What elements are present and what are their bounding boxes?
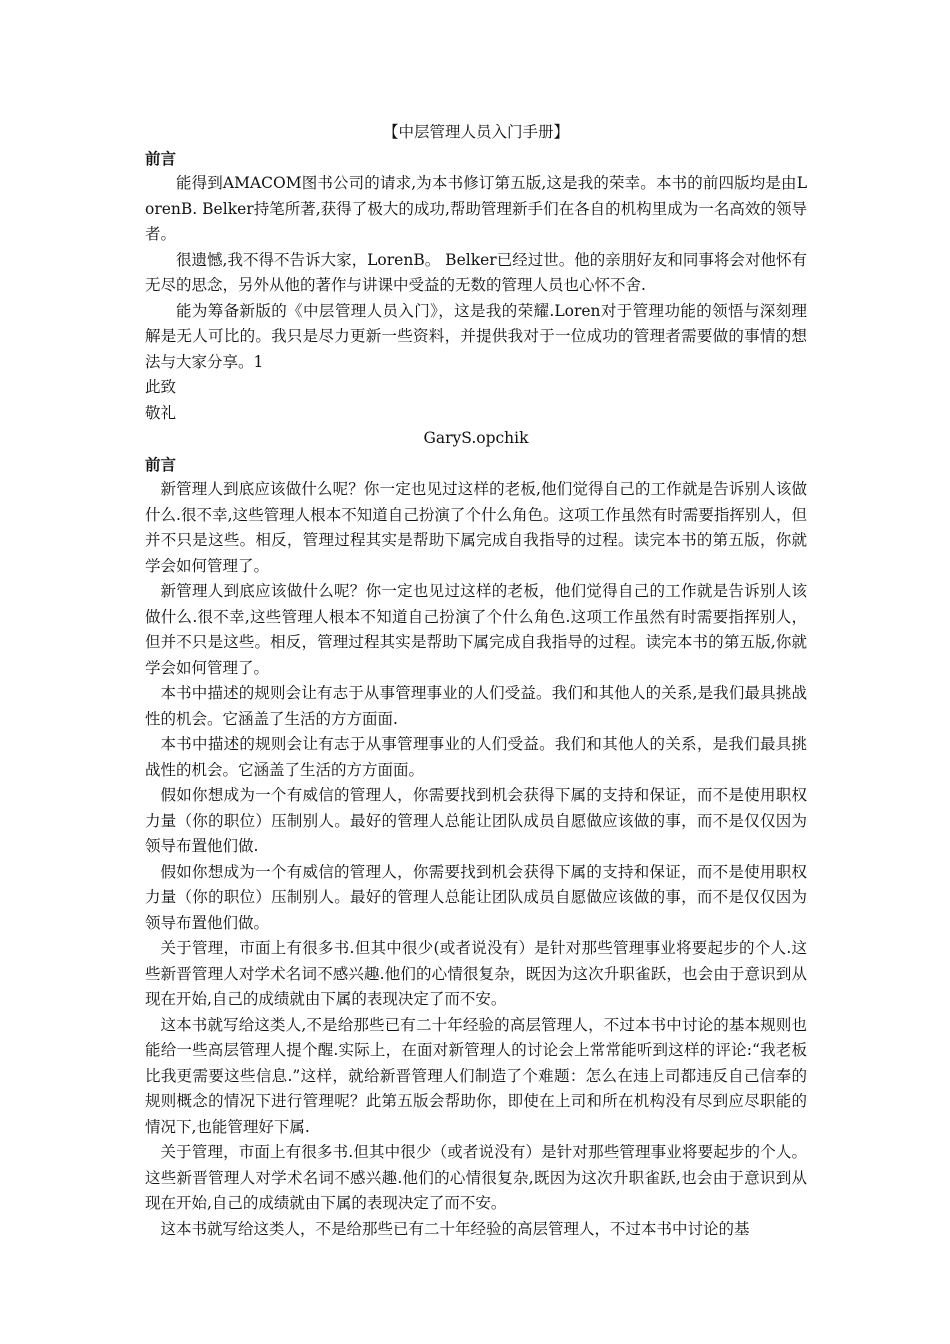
- body-paragraph: 本书中描述的规则会让有志于从事管理事业的人们受益。我们和其他人的关系,是我们最具挑战性的机会。它涵盖了生活的方方面面.: [145, 684, 807, 728]
- preface-heading: 前言: [145, 148, 177, 168]
- body-paragraph: 新管理人到底应该做什么呢？你一定也见过这样的老板,他们觉得自己的工作就是告诉别人该做什么.很不幸,这些管理人根本不知道自己扮演了个什么角色。这项工作虽然有时需要指挥别人，但并不只是这些。相反，管理过程其实是帮助下属完成自我指导的过程。读完本书的第五版，你就学会如何管理了。: [145, 480, 807, 575]
- preface-heading-2: 前言: [145, 454, 177, 474]
- document-title: 【中层管理人员入门手册】: [382, 123, 569, 141]
- author-signature: GaryS.opchik: [423, 429, 529, 447]
- body-paragraph: 本书中描述的规则会让有志于从事管理事业的人们受益。我们和其他人的关系，是我们最具挑战性的机会。它涵盖了生活的方方面面。: [145, 735, 807, 779]
- preface-paragraph: 能得到AMACOM图书公司的请求,为本书修订第五版,这是我的荣幸。本书的前四版均是由LorenB. Belker持笔所著,获得了极大的成功,帮助管理新手们在各自的机构里成为一名高效的领导者。: [145, 174, 807, 243]
- body-paragraph: 这本书就写给这类人，不是给那些已有二十年经验的高层管理人，不过本书中讨论的基: [160, 1219, 750, 1238]
- body-paragraph: 关于管理，市面上有很多书.但其中很少(或者说没有）是针对那些管理事业将要起步的个人.这些新晋管理人对学术名词不感兴趣.他们的心情很复杂，既因为这次升职雀跃，也会由于意识到从现在开始,自己的成绩就由下属的表现决定了而不安。: [145, 939, 807, 1008]
- closing-salutation: 此致: [145, 378, 177, 396]
- preface-paragraph: 能为筹备新版的《中层管理人员入门》，这是我的荣耀.Loren对于管理功能的领悟与深刻理解是无人可比的。我只是尽力更新一些资料，并提供我对于一位成功的管理者需要做的事情的想法与大家分享。1: [145, 301, 807, 371]
- document-page: [145, 120, 807, 1242]
- body-paragraph: 这本书就写给这类人,不是给那些已有二十年经验的高层管理人，不过本书中讨论的基本规则也能给一些高层管理人提个醒.实际上，在面对新管理人的讨论会上常常能听到这样的评论:“我老板比我更需要这些信息.”这样，就给新晋管理人们制造了个难题：怎么在违上司都违反自己信奉的规则概念的情况下进行管理呢？此第五版会帮助你，即使在上司和所在机构没有尽到应尽职能的情况下,也能管理好下属.: [145, 1015, 807, 1136]
- body-paragraph: 关于管理，市面上有很多书.但其中很少（或者说没有）是针对那些管理事业将要起步的个人。这些新晋管理人对学术名词不感兴趣.他们的心情很复杂,既因为这次升职雀跃,也会由于意识到从现在开始,自己的成绩就由下属的表现决定了而不安。: [145, 1143, 807, 1212]
- body-paragraph: 假如你想成为一个有威信的管理人，你需要找到机会获得下属的支持和保证，而不是使用职权力量（你的职位）压制别人。最好的管理人总能让团队成员自愿做应该做的事，而不是仅仅因为领导布置他们做.: [145, 786, 807, 855]
- body-paragraph: 假如你想成为一个有威信的管理人，你需要找到机会获得下属的支持和保证，而不是使用职权力量（你的职位）压制别人。最好的管理人总能让团队成员自愿做应该做的事，而不是仅仅因为领导布置他们做。: [145, 862, 807, 932]
- body-paragraph: 新管理人到底应该做什么呢？你一定也见过这样的老板，他们觉得自己的工作就是告诉别人该做什么.很不幸,这些管理人根本不知道自己扮演了个什么角色.这项工作虽然有时需要指挥别人，但并不只是这些。相反，管理过程其实是帮助下属完成自我指导的过程。读完本书的第五版,你就学会如何管理了。: [145, 582, 807, 677]
- preface-paragraph: 很遗憾,我不得不告诉大家，LorenB。 Belker已经过世。他的亲朋好友和同事将会对他怀有无尽的思念，另外从他的著作与讲课中受益的无数的管理人员也心怀不舍.: [145, 250, 807, 294]
- closing-regards: 敬礼: [145, 403, 177, 422]
